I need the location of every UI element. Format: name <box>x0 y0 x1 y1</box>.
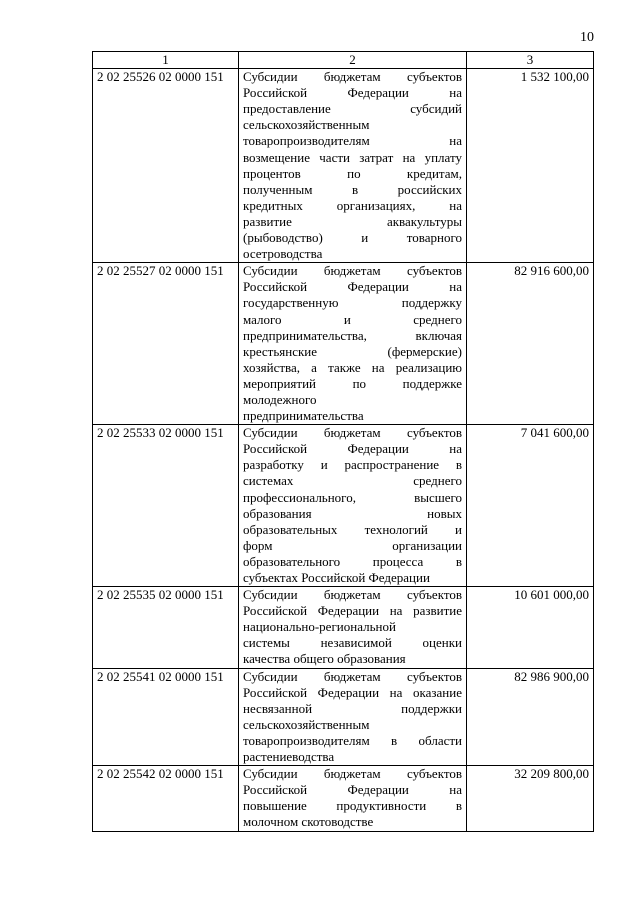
description-line: кредитных организациях, на <box>243 197 462 213</box>
description-line: крестьянские (фермерские) <box>243 343 462 359</box>
description-line: Субсидии бюджетам субъектов <box>243 69 462 85</box>
subsidy-description <box>239 668 467 766</box>
description-line: (рыбоводство) и товарного <box>243 230 462 246</box>
description-line: Субсидии бюджетам субъектов <box>243 263 462 279</box>
table-row <box>93 69 594 263</box>
description-line: профессионального, высшего <box>243 489 462 505</box>
description-line: Российской Федерации на развитие <box>243 603 462 619</box>
description-line: растениеводства <box>243 749 335 765</box>
description-line: несвязанной поддержки <box>243 700 462 716</box>
page-number: 10 <box>580 30 594 45</box>
description-line: полученным в российских <box>243 181 462 197</box>
description-line: мероприятий по поддержке <box>243 375 462 391</box>
description-line: образования новых <box>243 505 462 521</box>
description-line: молочном скотоводстве <box>243 814 374 830</box>
description-line: предпринимательства, включая <box>243 327 462 343</box>
description-line: Российской Федерации на <box>243 441 462 457</box>
description-line: Субсидии бюджетам субъектов <box>243 587 462 603</box>
classification-code: 2 02 25542 02 0000 151 <box>93 766 239 831</box>
table-row <box>93 263 594 425</box>
budget-table <box>92 51 594 832</box>
column-header-3: 3 <box>467 52 594 69</box>
description-line: разработку и распространение в <box>243 457 462 473</box>
classification-code: 2 02 25527 02 0000 151 <box>93 263 239 425</box>
description-line: Российской Федерации на оказание <box>243 684 462 700</box>
description-line: форм организации <box>243 537 462 553</box>
description-line: предпринимательства <box>243 408 364 424</box>
classification-code: 2 02 25535 02 0000 151 <box>93 587 239 668</box>
description-line: качества общего образования <box>243 651 406 667</box>
description-line: Субсидии бюджетам субъектов <box>243 425 462 441</box>
table-header-row <box>93 52 594 69</box>
description-line: возмещение части затрат на уплату <box>243 149 462 165</box>
subsidy-amount: 82 916 600,00 <box>467 263 594 425</box>
description-line: предоставление субсидий <box>243 101 462 117</box>
subsidy-amount: 32 209 800,00 <box>467 766 594 831</box>
subsidy-amount: 10 601 000,00 <box>467 587 594 668</box>
classification-code: 2 02 25541 02 0000 151 <box>93 668 239 766</box>
column-header-2: 2 <box>239 52 467 69</box>
description-line: товаропроизводителям в области <box>243 732 462 748</box>
column-header-1: 1 <box>93 52 239 69</box>
description-line: образовательного процесса в <box>243 553 462 569</box>
description-line: сельскохозяйственным <box>243 117 370 133</box>
description-line: образовательных технологий и <box>243 521 462 537</box>
subsidy-description <box>239 587 467 668</box>
description-line: товаропроизводителям на <box>243 133 462 149</box>
description-line: осетроводства <box>243 246 323 262</box>
description-line: молодежного <box>243 391 317 407</box>
description-line: сельскохозяйственным <box>243 716 370 732</box>
description-line: Субсидии бюджетам субъектов <box>243 668 462 684</box>
subsidy-description <box>239 69 467 263</box>
subsidy-amount: 82 986 900,00 <box>467 668 594 766</box>
description-line: развитие аквакультуры <box>243 213 462 229</box>
description-line: хозяйства, а также на реализацию <box>243 359 462 375</box>
description-line: системы независимой оценки <box>243 635 462 651</box>
table-body <box>93 69 594 831</box>
table-row <box>93 766 594 831</box>
description-line: Российской Федерации на <box>243 782 462 798</box>
description-line: повышение продуктивности в <box>243 798 462 814</box>
description-line: малого и среднего <box>243 311 462 327</box>
description-line: Российской Федерации на <box>243 85 462 101</box>
subsidy-amount: 1 532 100,00 <box>467 69 594 263</box>
description-line: государственную поддержку <box>243 295 462 311</box>
description-line: системах среднего <box>243 473 462 489</box>
classification-code: 2 02 25533 02 0000 151 <box>93 425 239 587</box>
description-line: национально-региональной <box>243 619 396 635</box>
subsidy-description <box>239 263 467 425</box>
table-row <box>93 587 594 668</box>
subsidy-description <box>239 766 467 831</box>
table-row <box>93 425 594 587</box>
description-line: субъектах Российской Федерации <box>243 570 430 585</box>
description-line: Российской Федерации на <box>243 279 462 295</box>
table-row <box>93 668 594 766</box>
subsidy-description <box>239 425 467 587</box>
description-line: процентов по кредитам, <box>243 165 462 181</box>
subsidy-amount: 7 041 600,00 <box>467 425 594 587</box>
description-line: Субсидии бюджетам субъектов <box>243 766 462 782</box>
classification-code: 2 02 25526 02 0000 151 <box>93 69 239 263</box>
